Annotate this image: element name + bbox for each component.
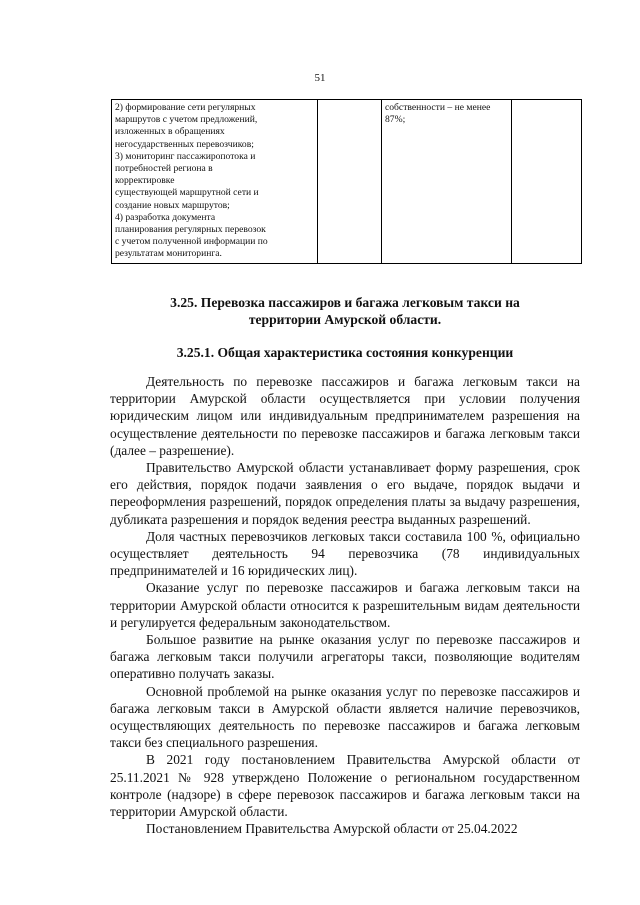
paragraph: Оказание услуг по перевозке пассажиров и багажа легковым такси на территории Амурской области относится к разрешительным видам деятельности и регулируется федеральным законодательством. bbox=[110, 580, 580, 630]
cell-line: создание новых маршрутов; bbox=[115, 199, 230, 211]
cell-line: изложенных в обращениях bbox=[115, 126, 225, 138]
table-row bbox=[112, 100, 582, 264]
cell-line: 2) формирование сети регулярных bbox=[115, 102, 256, 113]
section-title-line-1: 3.25. Перевозка пассажиров и багажа легковым такси на bbox=[170, 295, 520, 310]
cell-line: корректировке bbox=[115, 175, 175, 187]
cell-line: 4) разработка документа bbox=[115, 211, 216, 223]
cell-line: маршрутов с учетом предложений, bbox=[115, 114, 258, 126]
cell-line: 87%; bbox=[385, 114, 406, 126]
body-text bbox=[110, 373, 580, 837]
paragraph: Большое развитие на рынке оказания услуг по перевозке пассажиров и багажа легковым такси получили агрегаторы такси, позволяющие водителям оперативно получать заказы. bbox=[110, 632, 580, 682]
table-cell-indicator bbox=[382, 100, 512, 264]
cell-line: планирования регулярных перевозок bbox=[115, 224, 266, 236]
table-cell-empty bbox=[318, 100, 382, 264]
cell-line: собственности – не менее bbox=[385, 102, 491, 113]
cell-line: негосударственных перевозчиков; bbox=[115, 138, 254, 150]
cell-line: результатам мониторинга. bbox=[115, 248, 222, 260]
subsection-title: 3.25.1. Общая характеристика состояния конкуренции bbox=[176, 345, 514, 360]
table-cell-measures bbox=[112, 100, 318, 264]
continuation-table bbox=[111, 99, 582, 264]
section-title-line-2: территории Амурской области. bbox=[248, 312, 442, 327]
paragraph: В 2021 году постановлением Правительства Амурской области от 25.11.2021 № 928 утверждено Положение о региональном государственном контроле (надзоре) в сфере перевозок пассажиров и багажа легковым такси на территории Амурской области. bbox=[110, 752, 580, 820]
cell-line: потребностей региона в bbox=[115, 163, 213, 175]
paragraph: Доля частных перевозчиков легковых такси составила 100 %, официально осуществляет деятельность 94 перевозчика (78 индивидуальных предпринимателей и 16 юридических лиц). bbox=[110, 528, 580, 579]
cell-line: существующей маршрутной сети и bbox=[115, 187, 259, 199]
paragraph: Основной проблемой на рынке оказания услуг по перевозке пассажиров и багажа легковым такси в Амурской области является наличие перевозчиков, осуществляющих деятельность по перевозке пассажиров и багажа легковым такси без специального разрешения. bbox=[110, 683, 580, 751]
paragraph: Правительство Амурской области устанавливает форму разрешения, срок его действия, порядок подачи заявления о его выдаче, порядок выдачи и переоформления разрешений, порядок определения платы за выдачу разрешения, дубликата разрешения и порядок ведения реестра выданных разрешений. bbox=[110, 460, 580, 527]
paragraph: Деятельность по перевозке пассажиров и багажа легковым такси на территории Амурской области осуществляется при условии получения юридическим лицом или индивидуальным предпринимателем разрешения на осуществление деятельности по перевозке пассажиров и багажа легковым такси (далее – разрешение). bbox=[110, 374, 580, 458]
paragraph: Постановлением Правительства Амурской области от 25.04.2022 bbox=[146, 821, 518, 837]
cell-line: 3) мониторинг пассажиропотока и bbox=[115, 150, 256, 162]
page-number: 51 bbox=[314, 72, 326, 84]
table-cell-empty bbox=[512, 100, 582, 264]
cell-line: с учетом полученной информации по bbox=[115, 236, 268, 248]
